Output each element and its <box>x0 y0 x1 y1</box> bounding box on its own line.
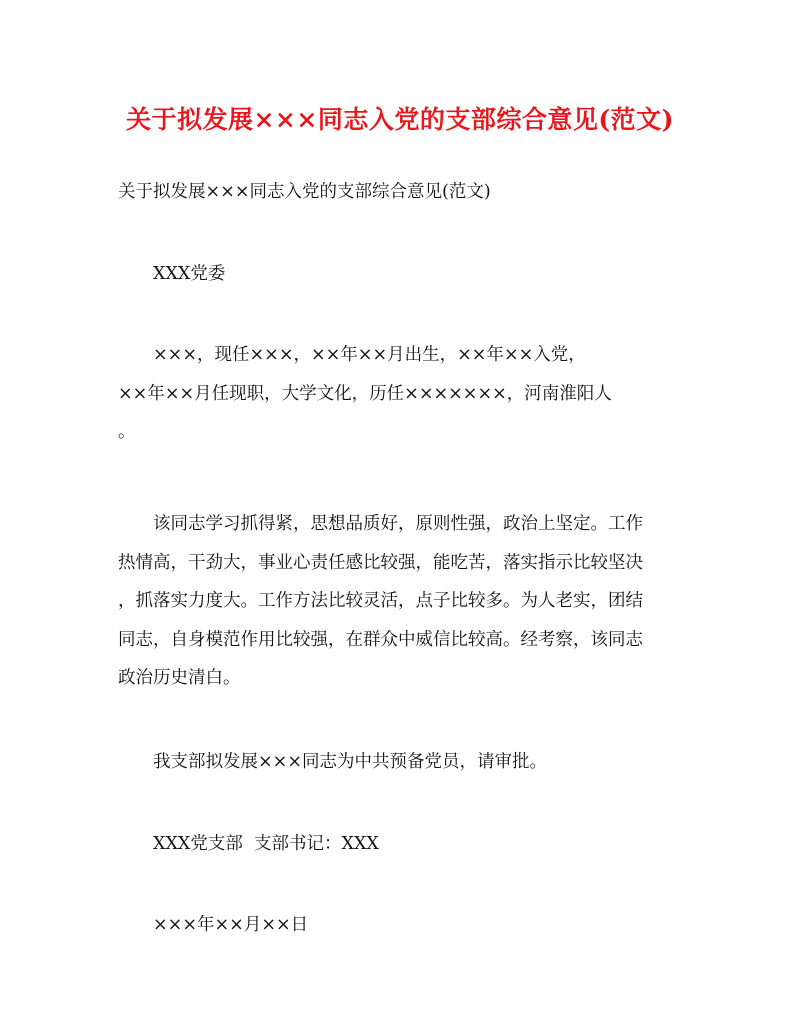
paragraph-request: 我支部拟发展×××同志为中共预备党员，请审批。 <box>153 752 547 772</box>
paragraph-line: ×××，现任×××，××年××月出生，××年××入党， <box>153 345 586 365</box>
paragraph-assessment <box>118 505 678 698</box>
paragraph-line: ××年××月任现职，大学文化，历任×××××××，河南淮阳人 <box>118 383 612 404</box>
addressee: XXX党委 <box>153 264 226 284</box>
date: ×××年××月××日 <box>153 915 309 935</box>
paragraph-line: 该同志学习抓得紧，思想品质好，原则性强，政治上坚定。工作 <box>153 514 643 534</box>
paragraph-line: 同志，自身模范作用比较强，在群众中威信比较高。经考察，该同志 <box>118 629 643 650</box>
document-subtitle: 关于拟发展×××同志入党的支部综合意见(范文) <box>118 182 491 202</box>
paragraph-line: ，抓落实力度大。工作方法比较灵活，点子比较多。为人老实，团结 <box>118 591 643 611</box>
document-title: 关于拟发展×××同志入党的支部综合意见(范文) <box>125 105 674 134</box>
paragraph-personal-info <box>118 336 678 452</box>
paragraph-line: 热情高，干劲大，事业心责任感比较强，能吃苦，落实指示比较坚决 <box>118 552 643 573</box>
paragraph-line: 。 <box>118 422 136 442</box>
paragraph-line: 政治历史清白。 <box>118 668 241 688</box>
signature: XXX党支部 支部书记：XXX <box>153 834 379 854</box>
